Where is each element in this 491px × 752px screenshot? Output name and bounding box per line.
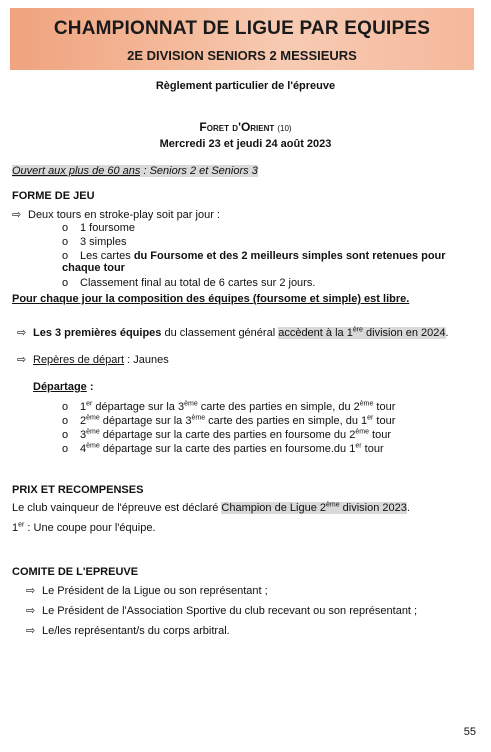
- departage-item: [62, 429, 391, 441]
- qualification-line: [17, 326, 449, 339]
- sup: er: [86, 400, 93, 408]
- comite-heading: COMITE DE L'EPREUVE: [12, 566, 139, 578]
- departage-num: 1: [80, 401, 87, 413]
- forme-heading: FORME DE JEU: [12, 190, 95, 202]
- prix-highlight: [221, 502, 406, 514]
- prix-sup: ème: [325, 501, 340, 509]
- departage-text: carte des parties en simple, du 1: [205, 415, 368, 427]
- departage-num: 2: [80, 415, 87, 427]
- document-title: CHAMPIONNAT DE LIGUE PAR EQUIPES: [53, 18, 431, 39]
- departage-heading: [33, 381, 94, 393]
- venue-dates: Mercredi 23 et jeudi 24 août 2023: [159, 138, 332, 150]
- right-arrow-icon: ⇨: [17, 327, 27, 339]
- list-item: [62, 236, 126, 248]
- qualif-highlight: [278, 327, 445, 339]
- venue-name: Foret d'Orient: [199, 120, 275, 134]
- qualif-end: .: [445, 327, 449, 339]
- qualif-hl-a: accèdent à la 1: [278, 327, 353, 339]
- departage-item: [62, 443, 384, 455]
- circle-bullet-icon: o: [62, 277, 69, 289]
- reperes-label: Repères de départ: [33, 354, 125, 366]
- prix-heading: PRIX ET RECOMPENSES: [12, 484, 144, 496]
- page-number: 55: [463, 726, 476, 738]
- departage-text: départage sur la 3: [92, 401, 185, 413]
- sup: er: [367, 414, 374, 422]
- title-banner: [10, 8, 474, 70]
- circle-bullet-icon: o: [62, 222, 69, 234]
- circle-bullet-icon: o: [62, 415, 69, 427]
- first-sup: er: [18, 521, 25, 529]
- list-item: [62, 222, 135, 234]
- list-item: [62, 277, 315, 289]
- right-arrow-icon: ⇨: [26, 585, 36, 597]
- eligibility-line: [12, 165, 258, 177]
- comite-item: [26, 604, 417, 617]
- sup: ème: [86, 428, 100, 436]
- departage-text: départage sur la carte des parties en foursome.du 1: [99, 443, 356, 455]
- cards-text: Les cartes: [80, 250, 134, 262]
- venue-code: (10): [277, 124, 292, 133]
- sup: ème: [184, 400, 198, 408]
- reglement-heading: Règlement particulier de l'épreuve: [155, 80, 336, 92]
- list-item-text: 1 foursome: [80, 222, 136, 234]
- sup: ème: [355, 428, 369, 436]
- departage-text: départage sur la carte des parties en foursome du 2: [99, 429, 356, 441]
- circle-bullet-icon: o: [62, 443, 69, 455]
- first-num: 1: [12, 522, 19, 534]
- prix-line: [12, 502, 410, 514]
- qualif-sup: ère: [352, 326, 363, 334]
- venue-line: [0, 120, 491, 134]
- departage-num: 3: [80, 429, 87, 441]
- qualif-text: du classement général: [161, 327, 279, 339]
- right-arrow-icon: ⇨: [26, 625, 36, 637]
- list-item-text: Classement final au total de 6 cartes sur 2 jours.: [80, 277, 316, 289]
- sup: ème: [191, 414, 206, 422]
- sup: er: [355, 442, 362, 450]
- prix-text: Le club vainqueur de l'épreuve est déclaré: [12, 502, 222, 514]
- departage-text: départage sur la 3: [99, 415, 192, 427]
- right-arrow-icon: ⇨: [12, 209, 22, 221]
- circle-bullet-icon: o: [62, 250, 69, 262]
- comite-item: [26, 624, 230, 637]
- forme-intro-text: Deux tours en stroke-play soit par jour :: [28, 209, 220, 221]
- qualif-bold: Les 3 premières équipes: [33, 327, 162, 339]
- eligibility-age: Ouvert aux plus de 60 ans: [12, 165, 141, 177]
- first-prize-line: [12, 522, 156, 534]
- departage-text: tour: [373, 415, 396, 427]
- cards-bold-text: du Foursome et des 2 meilleurs simples sont retenues pour chaque tour: [62, 250, 446, 274]
- first-prize-text: : Une coupe pour l'équipe.: [24, 522, 156, 534]
- circle-bullet-icon: o: [62, 401, 69, 413]
- comite-item-text: Le/les représentant/s du corps arbitral.: [42, 625, 230, 637]
- list-item: [62, 250, 482, 274]
- sup: ème: [86, 442, 100, 450]
- circle-bullet-icon: o: [62, 429, 69, 441]
- departage-num: 4: [80, 443, 87, 455]
- prix-end: .: [406, 502, 410, 514]
- reperes-value: : Jaunes: [124, 354, 169, 366]
- reperes-line: [17, 353, 169, 366]
- departage-text: tour: [368, 429, 391, 441]
- departage-text: tour: [361, 443, 384, 455]
- composition-note: Pour chaque jour la composition des équipes (foursome et simple) est libre.: [12, 293, 410, 305]
- departage-text: tour: [373, 401, 396, 413]
- right-arrow-icon: ⇨: [26, 605, 36, 617]
- eligibility-categories: : Seniors 2 et Seniors 3: [140, 165, 258, 177]
- comite-item-text: Le Président de la Ligue ou son représentant ;: [42, 585, 268, 597]
- comite-item-text: Le Président de l'Association Sportive du club recevant ou son représentant ;: [42, 605, 418, 617]
- qualif-hl-b: division en 2024: [362, 327, 446, 339]
- departage-text: carte des parties en simple, du 2: [197, 401, 360, 413]
- document-subtitle: 2E DIVISION SENIORS 2 MESSIEURS: [127, 48, 357, 63]
- prix-hl-a: Champion de Ligue 2: [221, 502, 326, 514]
- departage-heading-text: Départage: [33, 381, 87, 393]
- departage-colon: :: [86, 381, 94, 393]
- departage-item: [62, 401, 395, 413]
- list-item-text: 3 simples: [80, 236, 127, 248]
- circle-bullet-icon: o: [62, 236, 69, 248]
- forme-intro: [12, 208, 220, 221]
- sup: ème: [359, 400, 374, 408]
- departage-item: [62, 415, 395, 427]
- comite-item: [26, 584, 268, 597]
- sup: ème: [86, 414, 100, 422]
- prix-hl-b: division 2023: [339, 502, 407, 514]
- right-arrow-icon: ⇨: [17, 354, 27, 366]
